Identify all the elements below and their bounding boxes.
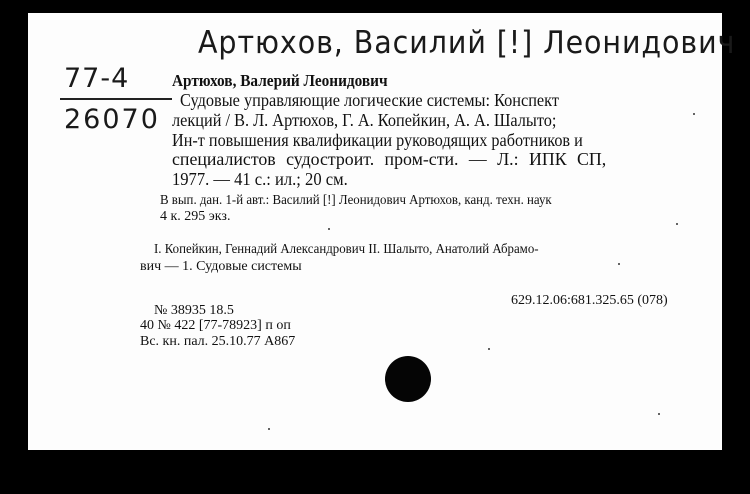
udc-classification: 629.12.06:681.325.65 (078): [511, 293, 668, 308]
author-heading: Артюхов, Валерий Леонидович: [172, 71, 388, 90]
handwritten-call-number-bottom: 26070: [64, 104, 160, 135]
call-number-divider: [60, 98, 172, 100]
dust-speck: [658, 413, 660, 415]
note-line: В вып. дан. 1-й авт.: Василий [!] Леонидович Артюхов, канд. техн. наук: [160, 193, 552, 208]
card-punch-hole: [385, 356, 431, 402]
dust-speck: [693, 113, 695, 115]
tracing-line: I. Копейкин, Геннадий Александрович II. Шалыто, Анатолий Абрамо-: [154, 242, 539, 257]
dust-speck: [268, 428, 270, 430]
catalog-card: [28, 13, 736, 450]
registry-line: 40 № 422 [77-78923] п оп: [140, 318, 291, 333]
title-line: Ин-т повышения квалификации руководящих работников и: [172, 130, 583, 150]
title-line: 1977. — 41 с.: ил.; 20 см.: [172, 169, 348, 189]
dust-speck: [488, 348, 490, 350]
handwritten-call-number-top: 77-4: [64, 63, 130, 94]
tracing-line: вич — 1. Судовые системы: [140, 259, 302, 274]
registry-line: Вс. кн. пал. 25.10.77 А867: [140, 334, 296, 349]
dust-speck: [328, 228, 330, 230]
title-line: лекций / В. Л. Артюхов, Г. А. Копейкин, А. А. Шалыто;: [172, 110, 557, 130]
note-line: 4 к. 295 экз.: [160, 209, 231, 224]
dust-speck: [676, 223, 678, 225]
registry-line: № 38935 18.5: [154, 303, 234, 318]
handwritten-author-correction: Артюхов, Василий [!] Леонидович: [198, 25, 736, 61]
title-line: специалистов судостроит. пром-сти. — Л.: ИПК СП,: [172, 149, 607, 169]
dust-speck: [618, 263, 620, 265]
title-line: Судовые управляющие логические системы: Конспект: [180, 90, 559, 110]
